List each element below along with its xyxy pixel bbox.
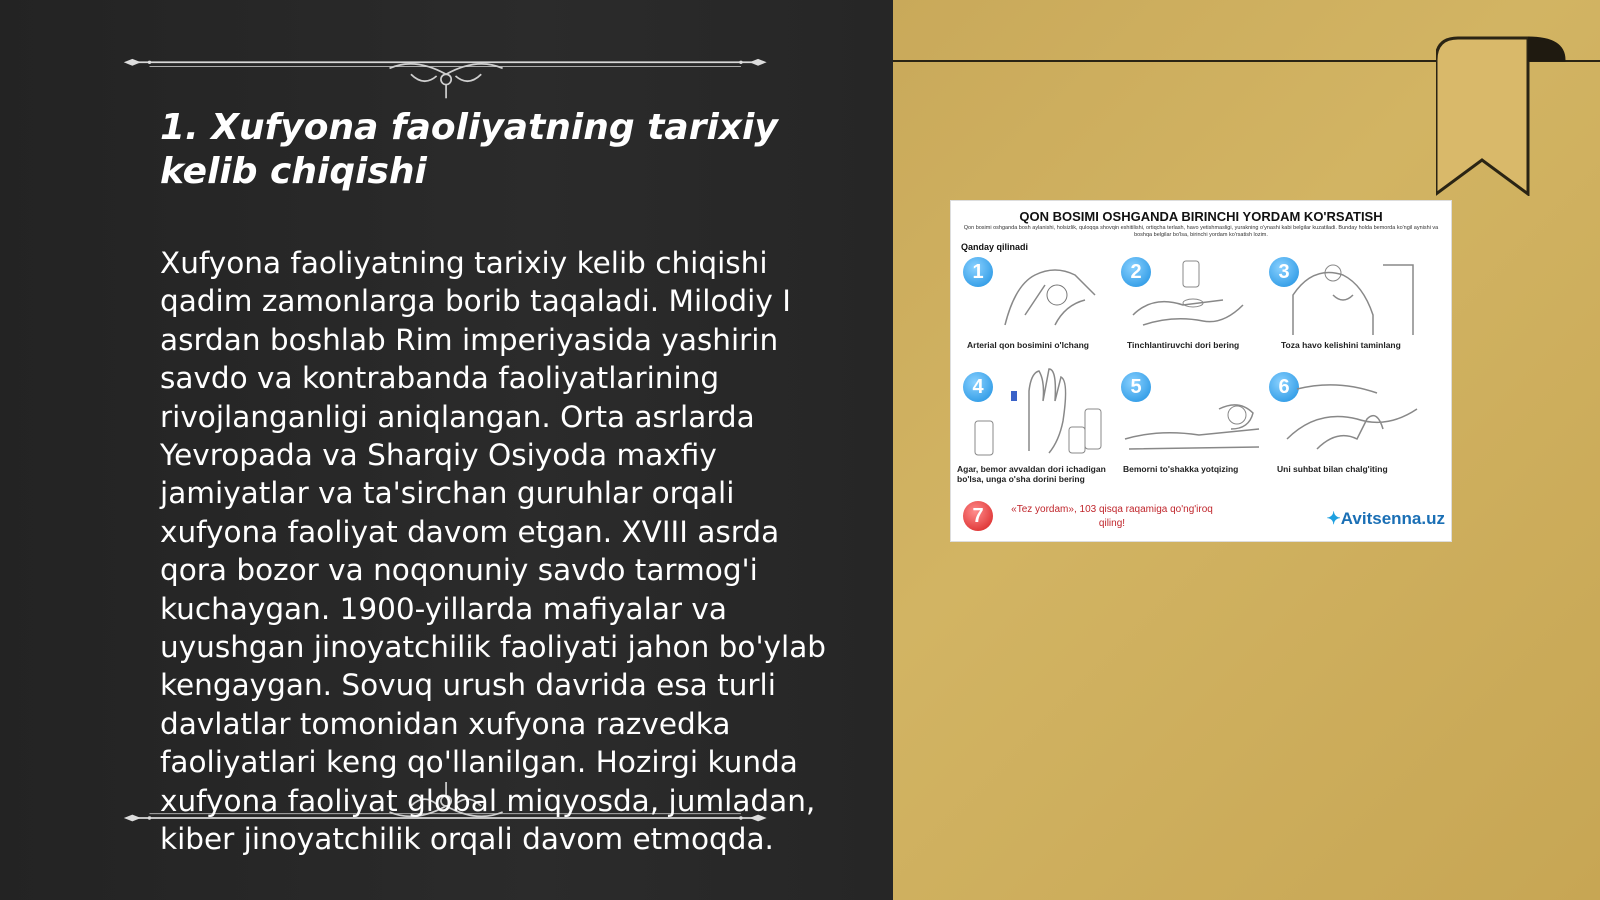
- step-1-number: 1: [963, 257, 993, 287]
- step-3-number: 3: [1269, 257, 1299, 287]
- brand-name: Avitsenna.uz: [1340, 509, 1445, 528]
- fresh-air-sketch-icon: [1273, 255, 1423, 337]
- lying-patient-sketch-icon: [1119, 369, 1269, 459]
- poster-title: QON BOSIMI OSHGANDA BIRINCHI YORDAM KO'RSATISH: [1019, 209, 1383, 224]
- brand-logo: [1327, 509, 1445, 529]
- step-3-caption: Toza havo kelishini taminlang: [1281, 340, 1401, 350]
- conversation-sketch-icon: [1277, 369, 1427, 459]
- top-ornament: [0, 40, 893, 100]
- step-7-number: 7: [963, 501, 993, 531]
- first-aid-poster: [950, 200, 1452, 542]
- slide-body-text: Xufyona faoliyatning tarixiy kelib chiqishi qadim zamonlarga borib taqaladi. Milodiy I asrdan boshlab Rim imperiyasida yashirin savdo va kontrabanda faoliyatlarining rivojlanganligi aniqlangan. Orta asrlarda Yevropada va Sharqiy Osiyoda maxfiy jamiyatlar va ta'sirchan guruhlar orqali xufyona faoliyat davom etgan. XVIII asrda qora bozor va noqonuniy savdo tarmog'i kuchaygan. 1900-yillarda mafiyalar va uyushgan jinoyatchilik faoliyati jahon bo'ylab kengaygan. Sovuq urush davrida esa turli davlatlar tomonidan xufyona razvedka faoliyatlari keng qo'llanilgan. Hozirgi kunda xufyona faoliyat global miqyosda, jumladan, kiber jinoyatchilik orqali davom etmoqda.: [160, 246, 827, 857]
- emergency-call-text: «Tez yordam», 103 qisqa raqamiga qo'ng'iroq qiling!: [1011, 504, 1213, 529]
- medicine-sketch-icon: [1123, 255, 1253, 337]
- bookmark-ribbon-icon: [1436, 36, 1566, 196]
- step-4-caption: Agar, bemor avvaldan dori ichadigan bo'lsa, unga o'sha dorini bering: [957, 464, 1106, 484]
- step-5-number: 5: [1121, 372, 1151, 402]
- step-5-caption: Bemorni to'shakka yotqizing: [1123, 464, 1239, 474]
- slide-title: 1. Xufyona faoliyatning tarixiy kelib chiqishi: [160, 107, 778, 192]
- runner-logo-icon: ✦: [1326, 509, 1341, 528]
- step-1-caption: Arterial qon bosimini o'lchang: [967, 340, 1089, 350]
- step-4-number: 4: [963, 372, 993, 402]
- blood-pressure-sketch-icon: [995, 255, 1105, 337]
- step-6-caption: Uni suhbat bilan chalg'iting: [1277, 464, 1388, 474]
- poster-how-label: Qanday qilinadi: [961, 242, 1029, 252]
- step-2-caption: Tinchlantiruvchi dori bering: [1127, 340, 1240, 350]
- poster-subtitle: Qon bosimi oshganda bosh aylanishi, holsizlik, quloqqa shovqin eshitilishi, ortiqcha terlash, havo yetishmasligi, yurakning o'ynashi kabi belgilar kuzatiladi. Bunday holda bemorda ko'ngil aynishi va boshqa belgilar bo'lsa, birinchi yordam ko'rsatish lozim.: [963, 225, 1439, 238]
- step-2-number: 2: [1121, 257, 1151, 287]
- step-6-number: 6: [1269, 372, 1299, 402]
- pills-hand-sketch-icon: [969, 361, 1119, 461]
